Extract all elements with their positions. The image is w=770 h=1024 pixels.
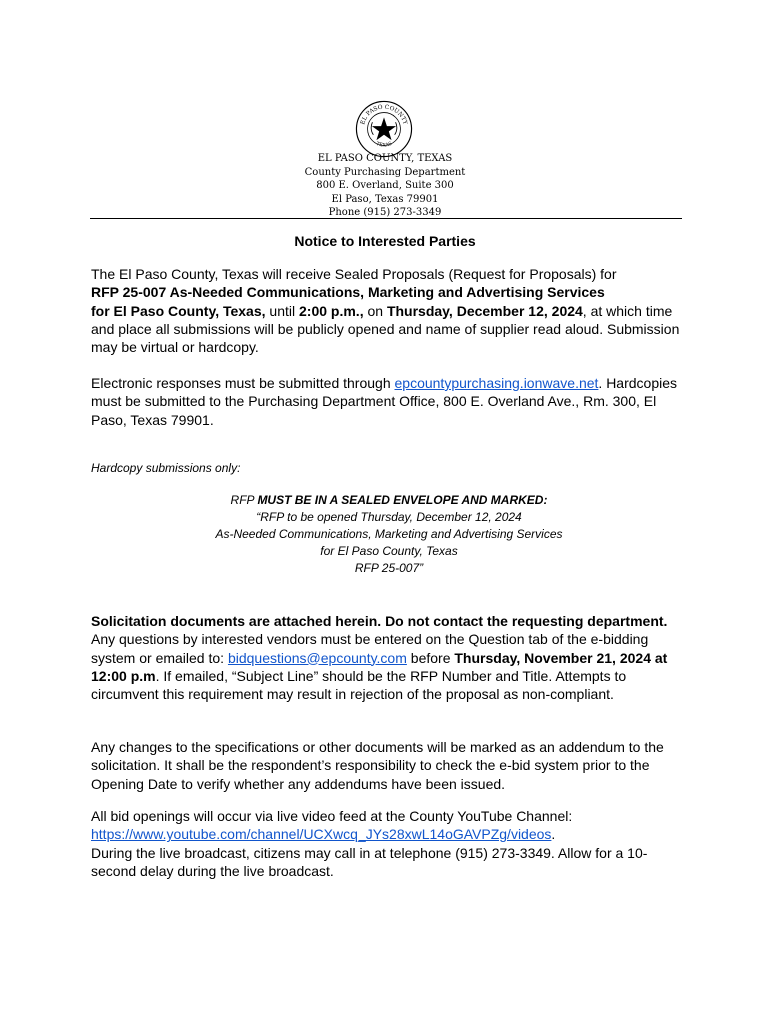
notice-heading: Notice to Interested Parties (294, 233, 476, 249)
county-seal-logo (355, 100, 413, 158)
envelope-line: As-Needed Communications, Marketing and Advertising Services (215, 527, 563, 541)
youtube-channel-link[interactable]: https://www.youtube.com/channel/UCXwcq_JYs28xwL14oGAVPZg/videos (91, 826, 552, 843)
questions-text: before (406, 649, 455, 666)
addendum-text: Any changes to the specifications or other documents will be marked as an addendum to the solicitation. It shall be the respondent’s responsibility to check the e-bid system prior to the Opening Date to verify whether any addendums have been issued. (91, 739, 664, 792)
svg-text:TEXAS (375, 141, 393, 149)
submission-text: . Hardcopies must be submitted to the Purchasing Department Office, 800 E. Overland Ave., Rm. 300, El Paso, Texas 79901. (91, 375, 678, 428)
no-contact-notice: Solicitation documents are attached herein. Do not contact the requesting department. (91, 613, 668, 629)
paragraph-addendum (91, 738, 687, 793)
questions-text: . If emailed, “Subject Line” should be the RFP Number and Title. Attempts to circumvent this requirement may result in rejection of the proposal as non-compliant. (91, 667, 627, 703)
announcement-intro: The El Paso County, Texas will receive Sealed Proposals (Request for Proposals) for (91, 266, 617, 282)
opening-time: 2:00 p.m., (299, 302, 364, 319)
envelope-marking (91, 492, 687, 577)
letterhead-phone: Phone (915) 273-3349 (328, 207, 442, 218)
paragraph-bid-openings (91, 807, 687, 880)
announcement-text: until (265, 302, 299, 319)
envelope-instruction: MUST BE IN A SEALED ENVELOPE AND MARKED: (257, 493, 548, 507)
hardcopy-label: Hardcopy submissions only: (91, 461, 241, 475)
letterhead-city: El Paso, Texas 79901 (331, 193, 439, 205)
envelope-line: RFP (230, 493, 258, 507)
bidquestions-email-link[interactable]: bidquestions@epcounty.com (227, 649, 407, 666)
rfp-title: RFP 25-007 As-Needed Communications, Marketing and Advertising Services (91, 284, 605, 301)
letterhead-address: 800 E. Overland, Suite 300 (316, 180, 454, 191)
submission-text: Electronic responses must be submitted through (91, 375, 395, 391)
envelope-line: RFP 25-007” (354, 561, 424, 575)
letterhead (0, 152, 770, 220)
announcement-text: , at which time and place all submissions will be publicly opened and name of supplier read aloud. Submission may be virtual or hardcopy. (91, 302, 680, 356)
paragraph-questions (91, 612, 687, 703)
star-icon (372, 117, 396, 140)
envelope-line: “RFP to be opened Thursday, December 12, 2024 (256, 510, 522, 524)
bid-openings-text: All bid openings will occur via live video feed at the County YouTube Channel: (91, 808, 573, 824)
header-divider (90, 218, 682, 219)
seal-bottom-text: TEXAS (375, 141, 393, 149)
announcement-text: on (363, 302, 387, 319)
questions-text: Any questions by interested vendors must be entered on the Question tab of the e-bidding system or emailed to: (91, 631, 649, 666)
opening-date: Thursday, December 12, 2024 (386, 302, 583, 319)
ionwave-link[interactable]: epcountypurchasing.ionwave.net (394, 375, 599, 391)
paragraph-announcement (91, 265, 687, 356)
letterhead-org: EL PASO COUNTY, TEXAS (317, 153, 453, 164)
seal-top-text: EL PASO COUNTY (360, 104, 408, 126)
call-in-text: During the live broadcast, citizens may call in at telephone (915) 273-3349. Allow for a 10-second delay during the live broadcast. (91, 844, 648, 879)
rfp-county: for El Paso County, Texas, (91, 302, 266, 319)
questions-deadline: Thursday, November 21, 2024 at 12:00 p.m (91, 649, 668, 684)
bid-openings-text: . (551, 826, 556, 843)
letterhead-department: County Purchasing Department (304, 166, 466, 178)
envelope-line: for El Paso County, Texas (320, 544, 458, 558)
paragraph-submission (91, 374, 687, 429)
